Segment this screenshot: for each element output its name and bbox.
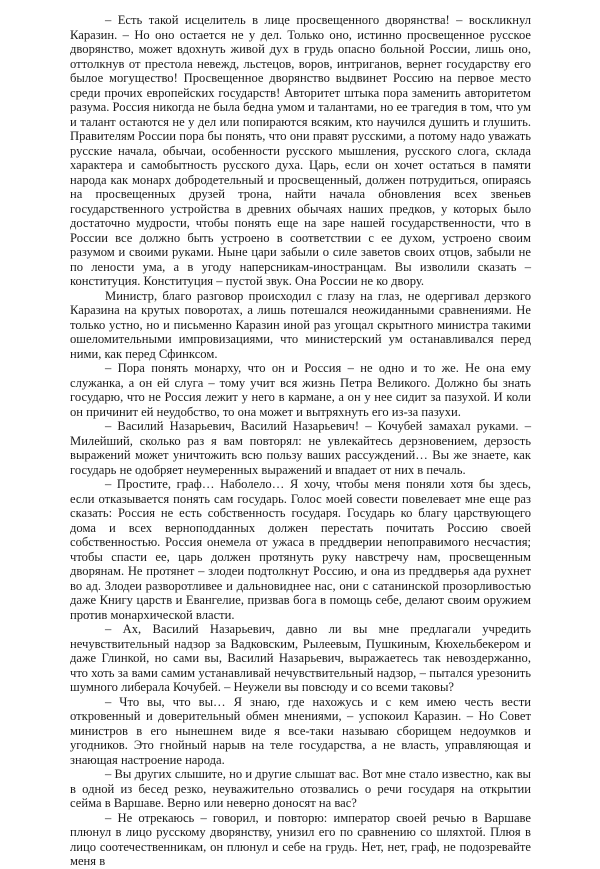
paragraph: – Василий Назарьевич, Василий Назарьевич! – Кочубей замахал руками. – Милейший, сколько раз я вам повторял: не увлекайтесь дерзновением, дерзость выражений может уничтожить всю пользу ваших рассуждений… Вы же знаете, как государь не одобряет неумеренных выражений и впадает от них в печаль. <box>70 419 531 477</box>
paragraph: – Простите, граф… Наболело… Я хочу, чтобы меня поняли хотя бы здесь, если отказывается понять сам государь. Голос моей совести повелевает мне еще раз сказать: Россия не есть собственность государя. Государь ко благу царствующего дома и всех верноподданных должен перестать почитать Россию своей собственностью. Россия онемела от ужаса в преддверии непоправимого несчастия; чтобы спасти ее, царь должен протянуть руку навстречу нам, просвещенным дворянам. Не протянет – злодеи подтолкнут Россию, и она из преддверья ада рухнет во ад. Злодеи разворотливее и дальновиднее нас, они с сатанинской прозорливостью даже Книгу царств и Евангелие, призвав бога в помощь себе, делают своим оружием против монархической власти. <box>70 477 531 622</box>
paragraph: – Что вы, что вы… Я знаю, где нахожусь и с кем имею честь вести откровенный и доверительный обмен мнениями, – успокоил Каразин. – Но Совет министров в его нынешнем виде я все-таки называю сборищем недоумков и угодников. Это гнойный нарыв на теле государства, а не власть, управляющая и знающая настроение народа. <box>70 694 531 767</box>
paragraph: – Ах, Василий Назарьевич, давно ли вы мне предлагали учредить нечувствительный надзор за Вадковским, Рылеевым, Пушкиным, Кюхельбекером и даже Глинкой, но сами вы, Василий Назарьевич, выражаетесь так невоздержанно, что хоть за вами самим устанавливай нечувствительный надзор, – пытался урезонить шумного либерала Кочубей. – Неужели вы повсюду и со всеми таковы? <box>70 622 531 694</box>
paragraph: – Есть такой исцелитель в лице просвещенного дворянства! – воскликнул Каразин. – Но оно остается не у дел. Только оно, истинно просвещенное русское дворянство, может вдохнуть живой дух в грудь опасно больной России, лишь оно, оттолкнув от престола невежд, льстецов, воров, интриганов, вернет государству его былое могущество! Просвещенное дворянство выдвинет Россию на первое место среди прочих европейских государств! Авторитет штыка пора заменить авторитетом разума. Россия никогда не была бедна умом и талантами, но ее трагедия в том, что ум и талант остаются не у дел или попираются всяким, кто научился душить и глушить. Правителям России пора бы понять, что они правят русскими, а потому надо уважать русские начала, обычаи, особенности русского мышления, русского слога, склада характера и самобытность русского духа. Царь, если он хочет остаться в памяти народа как монарх добродетельный и просвещенный, должен потрудиться, опираясь на просвещенных друзей трона, найти начала обновления всех звеньев государственного устройства в древних обычаях наших предков, у которых было достаточно мудрости, чтобы понять еще на заре нашей государственности, что в России все должно быть устроено в соответствии с ее духом, устроено своим разумом и своими руками. Ныне цари забыли о силе заветов своих отцов, забыли не по лености ума, а в угоду наперсникам-иностранцам. Вы изволили сказать – конституция. Конституция – пустой звук. Она России не ко двору. <box>70 13 531 288</box>
document-page <box>70 13 531 869</box>
paragraph: – Пора понять монарху, что он и Россия – не одно и то же. Не она ему служанка, а он ей слуга – тому учит вся жизнь Петра Великого. Должно бы знать государю, что не Россия лежит у него в кармане, а он у нее сидит за пазухой. И коли он причинит ей неудобство, то она может и вытряхнуть его из-за пазухи. <box>70 361 531 419</box>
paragraph: Министр, благо разговор происходил с глазу на глаз, не одергивал дерзкого Каразина на крутых поворотах, а лишь потешался неожиданными сравнениями. Не только устно, но и письменно Каразин иной раз угощал скрытного министра такими ошеломительными импровизациями, что министерский ум останавливался перед ними, как перед Сфинксом. <box>70 288 531 361</box>
paragraph: – Вы других слышите, но и другие слышат вас. Вот мне стало известно, как вы в одной из бесед резко, неуважительно отозвались о речи государя на открытии сейма в Варшаве. Верно или неверно доносят на вас? <box>70 767 531 810</box>
paragraph: – Не отрекаюсь – говорил, и повторю: император своей речью в Варшаве плюнул в лицо русскому дворянству, унизил его по сравнению со шляхтой. Плюя в лицо соотечественникам, он плюнул и себе на грудь. Нет, нет, граф, не подозревайте меня в <box>70 810 531 868</box>
